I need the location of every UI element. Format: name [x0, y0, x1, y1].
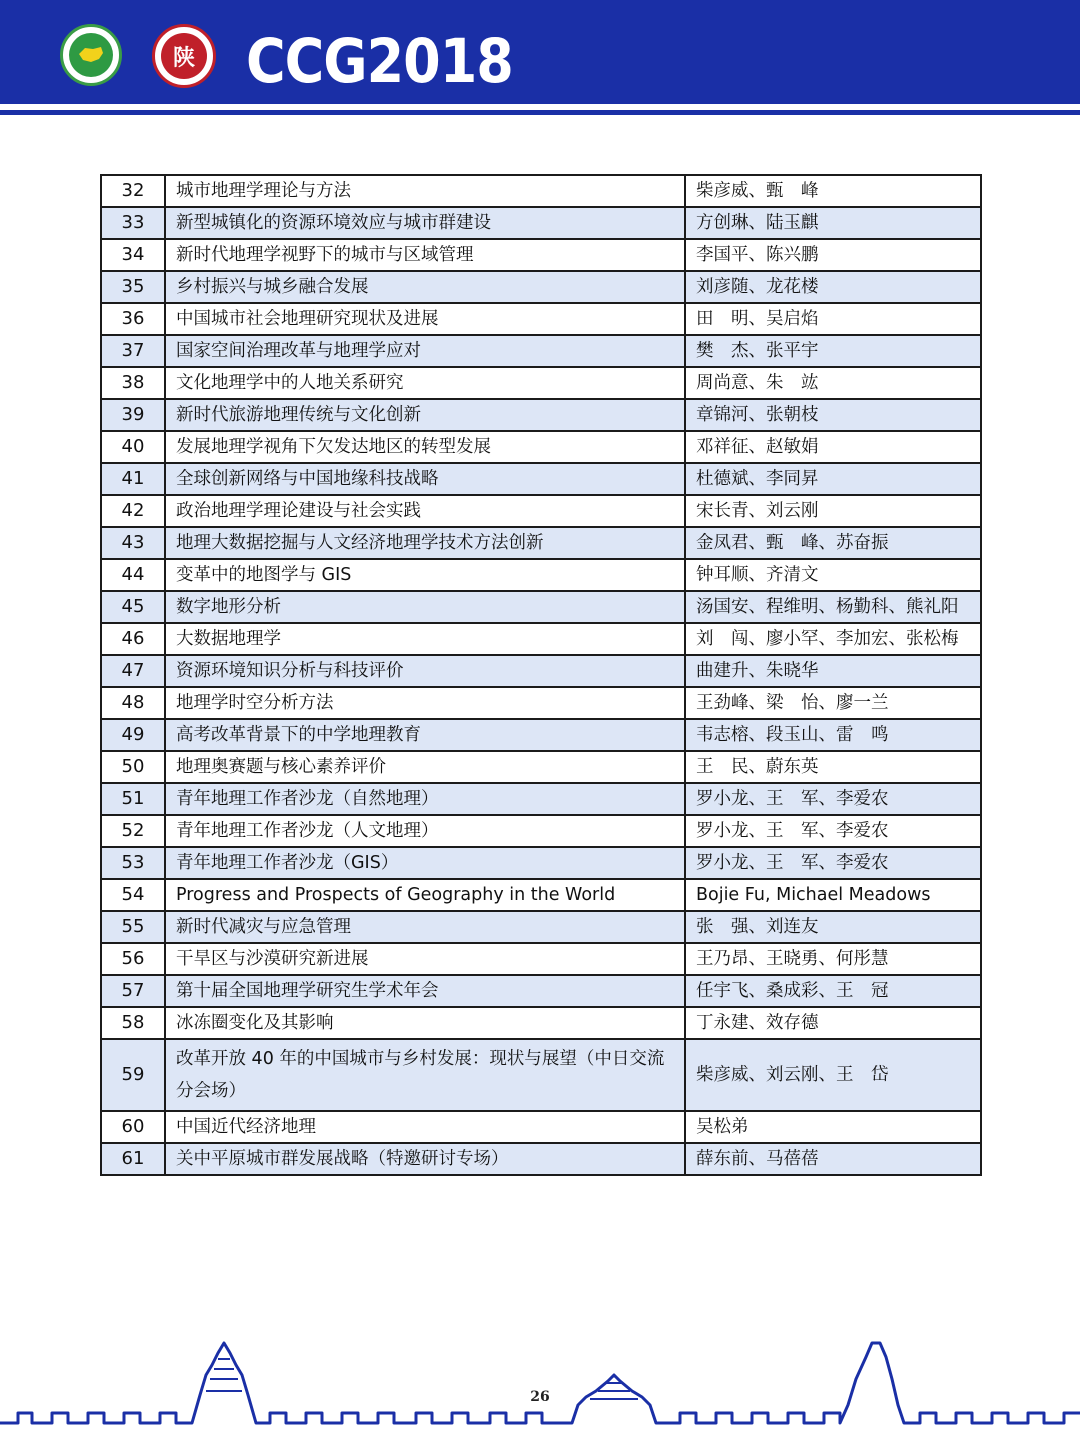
session-conveners: 柴彦威、甄 峰 [685, 175, 981, 207]
session-conveners: 张 强、刘连友 [685, 911, 981, 943]
session-number: 48 [101, 687, 165, 719]
session-conveners: 宋长青、刘云刚 [685, 495, 981, 527]
table-row [101, 783, 981, 815]
session-topic: 变革中的地图学与 GIS [165, 559, 685, 591]
session-conveners: 章锦河、张朝枝 [685, 399, 981, 431]
session-conveners: 李国平、陈兴鹏 [685, 239, 981, 271]
session-conveners: 罗小龙、王 军、李爱农 [685, 815, 981, 847]
table-row [101, 239, 981, 271]
session-topic: 发展地理学视角下欠发达地区的转型发展 [165, 431, 685, 463]
table-row [101, 623, 981, 655]
table-row [101, 271, 981, 303]
session-topic: 青年地理工作者沙龙（人文地理） [165, 815, 685, 847]
session-number: 61 [101, 1143, 165, 1175]
session-topic: 新时代旅游地理传统与文化创新 [165, 399, 685, 431]
session-conveners: 田 明、吴启焰 [685, 303, 981, 335]
session-topic: 地理学时空分析方法 [165, 687, 685, 719]
session-number: 38 [101, 367, 165, 399]
session-topic: 中国城市社会地理研究现状及进展 [165, 303, 685, 335]
session-number: 60 [101, 1111, 165, 1143]
table-row [101, 719, 981, 751]
session-number: 46 [101, 623, 165, 655]
session-number: 58 [101, 1007, 165, 1039]
session-topic: 青年地理工作者沙龙（GIS） [165, 847, 685, 879]
table-row [101, 911, 981, 943]
table-row [101, 495, 981, 527]
table-row [101, 975, 981, 1007]
sessions-table [100, 174, 982, 1176]
brand-title: CCG2018 [246, 26, 513, 97]
session-topic: 新型城镇化的资源环境效应与城市群建设 [165, 207, 685, 239]
table-row [101, 815, 981, 847]
session-number: 39 [101, 399, 165, 431]
session-number: 42 [101, 495, 165, 527]
session-number: 43 [101, 527, 165, 559]
session-topic: 国家空间治理改革与地理学应对 [165, 335, 685, 367]
table-row [101, 751, 981, 783]
session-conveners: 方创琳、陆玉麒 [685, 207, 981, 239]
session-conveners: 王乃昂、王晓勇、何彤慧 [685, 943, 981, 975]
session-number: 55 [101, 911, 165, 943]
header-band [0, 0, 1080, 104]
session-topic: 中国近代经济地理 [165, 1111, 685, 1143]
session-topic: 城市地理学理论与方法 [165, 175, 685, 207]
session-topic: 地理奥赛题与核心素养评价 [165, 751, 685, 783]
session-conveners: 刘彦随、龙花楼 [685, 271, 981, 303]
session-topic: 青年地理工作者沙龙（自然地理） [165, 783, 685, 815]
table-row [101, 463, 981, 495]
session-conveners: 周尚意、朱 竑 [685, 367, 981, 399]
session-topic: 改革开放 40 年的中国城市与乡村发展：现状与展望（中日交流分会场） [165, 1039, 685, 1111]
table-row [101, 655, 981, 687]
table-row [101, 399, 981, 431]
session-number: 37 [101, 335, 165, 367]
table-row [101, 1039, 981, 1111]
table-row [101, 1007, 981, 1039]
session-number: 34 [101, 239, 165, 271]
session-conveners: 汤国安、程维明、杨勤科、熊礼阳 [685, 591, 981, 623]
session-number: 35 [101, 271, 165, 303]
session-number: 56 [101, 943, 165, 975]
session-topic: 数字地形分析 [165, 591, 685, 623]
session-topic: Progress and Prospects of Geography in the World [165, 879, 685, 911]
session-topic: 新时代地理学视野下的城市与区域管理 [165, 239, 685, 271]
session-topic: 地理大数据挖掘与人文经济地理学技术方法创新 [165, 527, 685, 559]
header-divider [0, 110, 1080, 115]
session-topic: 乡村振兴与城乡融合发展 [165, 271, 685, 303]
session-number: 40 [101, 431, 165, 463]
table-row [101, 527, 981, 559]
session-conveners: 曲建升、朱晓华 [685, 655, 981, 687]
table-row [101, 175, 981, 207]
session-topic: 资源环境知识分析与科技评价 [165, 655, 685, 687]
session-topic: 关中平原城市群发展战略（特邀研讨专场） [165, 1143, 685, 1175]
session-number: 33 [101, 207, 165, 239]
session-conveners: 金凤君、甄 峰、苏奋振 [685, 527, 981, 559]
session-topic: 政治地理学理论建设与社会实践 [165, 495, 685, 527]
session-conveners: 杜德斌、李同昇 [685, 463, 981, 495]
table-row [101, 303, 981, 335]
session-number: 41 [101, 463, 165, 495]
session-conveners: 薛东前、马蓓蓓 [685, 1143, 981, 1175]
session-number: 32 [101, 175, 165, 207]
table-row [101, 559, 981, 591]
table-row [101, 367, 981, 399]
table-row [101, 943, 981, 975]
session-conveners: 樊 杰、张平宇 [685, 335, 981, 367]
session-number: 54 [101, 879, 165, 911]
session-conveners: 吴松弟 [685, 1111, 981, 1143]
session-topic: 干旱区与沙漠研究新进展 [165, 943, 685, 975]
session-conveners: 任宇飞、桑成彩、王 冠 [685, 975, 981, 1007]
session-number: 49 [101, 719, 165, 751]
session-number: 51 [101, 783, 165, 815]
session-conveners: 罗小龙、王 军、李爱农 [685, 847, 981, 879]
table-row [101, 431, 981, 463]
table-row [101, 879, 981, 911]
session-topic: 高考改革背景下的中学地理教育 [165, 719, 685, 751]
session-number: 53 [101, 847, 165, 879]
session-conveners: 柴彦威、刘云刚、王 岱 [685, 1039, 981, 1111]
table-row [101, 1111, 981, 1143]
session-number: 44 [101, 559, 165, 591]
table-row [101, 591, 981, 623]
session-number: 57 [101, 975, 165, 1007]
page-number: 26 [530, 1389, 550, 1405]
session-number: 45 [101, 591, 165, 623]
table-row [101, 335, 981, 367]
university-seal-char: 陕 [161, 33, 207, 79]
table-row [101, 207, 981, 239]
session-number: 59 [101, 1039, 165, 1111]
table-row [101, 687, 981, 719]
sessions-table-body [101, 175, 981, 1175]
table-row [101, 847, 981, 879]
session-conveners: 王劲峰、梁 怡、廖一兰 [685, 687, 981, 719]
session-number: 36 [101, 303, 165, 335]
table-row [101, 1143, 981, 1175]
session-topic: 新时代减灾与应急管理 [165, 911, 685, 943]
session-conveners: 刘 闯、廖小罕、李加宏、张松梅 [685, 623, 981, 655]
session-topic: 大数据地理学 [165, 623, 685, 655]
session-conveners: Bojie Fu, Michael Meadows [685, 879, 981, 911]
session-conveners: 韦志榕、段玉山、雷 鸣 [685, 719, 981, 751]
session-topic: 冰冻圈变化及其影响 [165, 1007, 685, 1039]
session-number: 52 [101, 815, 165, 847]
session-topic: 文化地理学中的人地关系研究 [165, 367, 685, 399]
session-conveners: 钟耳顺、齐清文 [685, 559, 981, 591]
session-conveners: 罗小龙、王 军、李爱农 [685, 783, 981, 815]
university-seal-icon [152, 24, 216, 88]
session-topic: 全球创新网络与中国地缘科技战略 [165, 463, 685, 495]
session-conveners: 丁永建、效存德 [685, 1007, 981, 1039]
session-number: 47 [101, 655, 165, 687]
geographical-society-seal-icon [60, 24, 122, 86]
session-number: 50 [101, 751, 165, 783]
session-conveners: 王 民、蔚东英 [685, 751, 981, 783]
session-conveners: 邓祥征、赵敏娟 [685, 431, 981, 463]
session-topic: 第十届全国地理学研究生学术年会 [165, 975, 685, 1007]
